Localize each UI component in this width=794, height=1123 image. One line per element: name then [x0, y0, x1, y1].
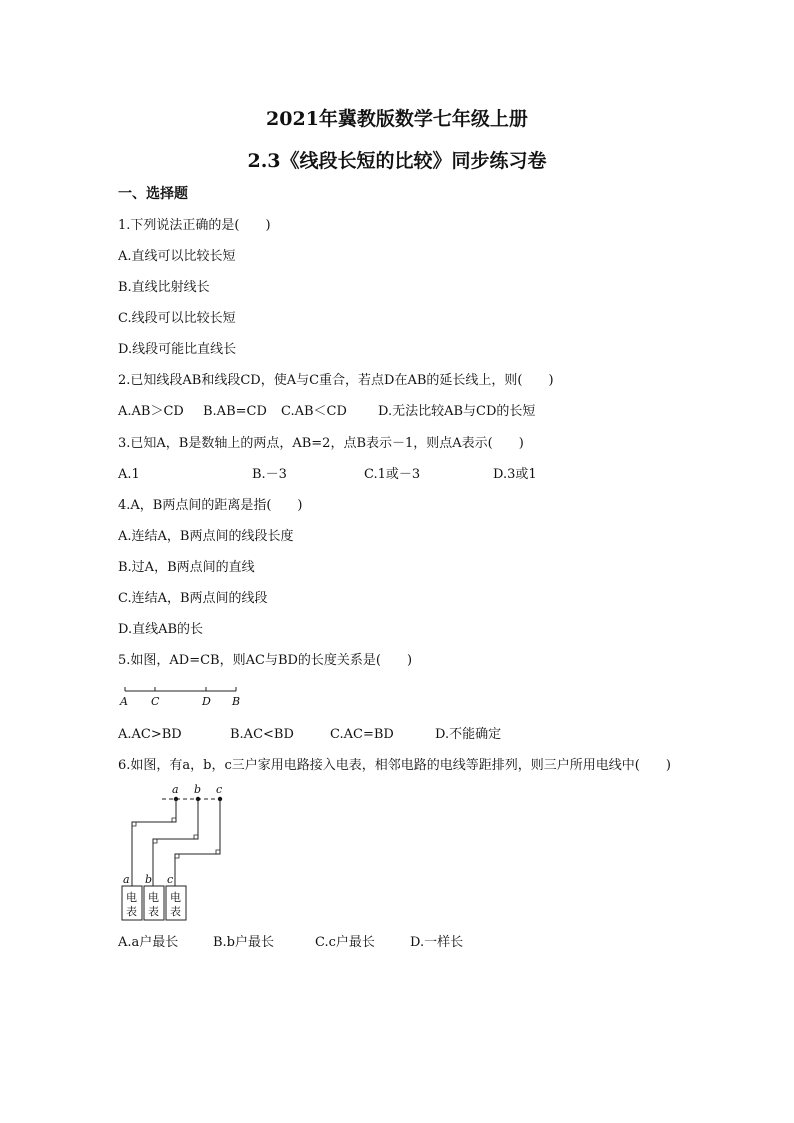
- top-label-b: b: [194, 783, 202, 796]
- meter-c-text-2: 表: [170, 905, 181, 918]
- question-5-option-b: B.AC<BD: [230, 727, 294, 742]
- label-a: A: [120, 695, 128, 708]
- question-5-figure: [116, 684, 246, 710]
- question-2-option-a: A.AB＞CD: [118, 404, 184, 419]
- document-subtitle: 2.3《线段长短的比较》同步练习卷: [247, 150, 547, 172]
- section-heading: 一、选择题: [118, 186, 188, 202]
- question-6-option-a: A.a户最长: [118, 935, 179, 950]
- question-6-option-c: C.c户最长: [315, 935, 375, 950]
- question-3-stem: 3.已知A，B是数轴上的两点，AB=2，点B表示－1，则点A表示( ): [118, 436, 524, 451]
- meter-b-text-2: 表: [148, 905, 159, 918]
- right-angle-mark: [132, 822, 136, 826]
- question-3-option-d: D.3或1: [493, 467, 537, 482]
- meter-c-text-1: 电: [170, 891, 181, 904]
- right-angle-mark: [172, 818, 176, 822]
- question-1-option-b: B.直线比射线长: [118, 280, 210, 295]
- document-title: 2021年冀教版数学七年级上册: [266, 108, 528, 130]
- label-b: B: [232, 695, 241, 708]
- question-2-option-c: C.AB＜CD: [281, 404, 347, 419]
- question-4-option-c: C.连结A，B两点间的线段: [118, 591, 268, 606]
- meter-b-text-1: 电: [148, 891, 159, 904]
- label-d: D: [202, 695, 211, 708]
- right-angle-mark: [153, 839, 157, 843]
- meter-a-text-1: 电: [126, 891, 137, 904]
- question-4-option-d: D.直线AB的长: [118, 622, 204, 637]
- question-1-option-c: C.线段可以比较长短: [118, 311, 236, 326]
- question-6-option-b: B.b户最长: [213, 935, 275, 950]
- wire-label-b: b: [145, 873, 153, 886]
- question-3-option-c: C.1或－3: [364, 467, 421, 482]
- question-5-option-a: A.AC>BD: [118, 727, 182, 742]
- right-angle-mark: [175, 854, 179, 858]
- question-2-stem: 2.已知线段AB和线段CD，使A与C重合，若点D在AB的延长线上，则( ): [118, 373, 554, 388]
- question-5-stem: 5.如图，AD=CB，则AC与BD的长度关系是( ): [118, 653, 413, 668]
- wire-label-c: c: [167, 873, 174, 886]
- question-2-option-d: D.无法比较AB与CD的长短: [378, 404, 536, 419]
- question-1-option-a: A.直线可以比较长短: [118, 249, 236, 264]
- question-6-figure: [112, 782, 242, 924]
- question-2-option-b: B.AB=CD: [203, 404, 267, 419]
- wire-label-a: a: [123, 873, 130, 886]
- question-4-option-a: A.连结A，B两点间的线段长度: [118, 529, 294, 544]
- question-3-option-b: B.－3: [252, 467, 287, 482]
- right-angle-mark: [194, 835, 198, 839]
- label-c: C: [151, 695, 160, 708]
- question-5-option-c: C.AC=BD: [330, 727, 394, 742]
- top-label-c: c: [216, 783, 223, 796]
- question-1-stem: 1.下列说法正确的是( ): [118, 218, 271, 233]
- question-6-option-d: D.一样长: [410, 935, 464, 950]
- question-6-stem: 6.如图，有a，b，c三户家用电路接入电表，相邻电路的电线等距排列，则三户所用电线中( ): [118, 758, 671, 773]
- question-5-option-d: D.不能确定: [435, 727, 502, 742]
- question-1-option-d: D.线段可能比直线长: [118, 342, 237, 357]
- meter-a-text-2: 表: [126, 905, 137, 918]
- top-label-a: a: [172, 783, 179, 796]
- right-angle-mark: [216, 850, 220, 854]
- question-4-option-b: B.过A，B两点间的直线: [118, 560, 255, 575]
- question-4-stem: 4.A，B两点间的距离是指( ): [118, 498, 303, 513]
- question-3-option-a: A.1: [118, 467, 140, 482]
